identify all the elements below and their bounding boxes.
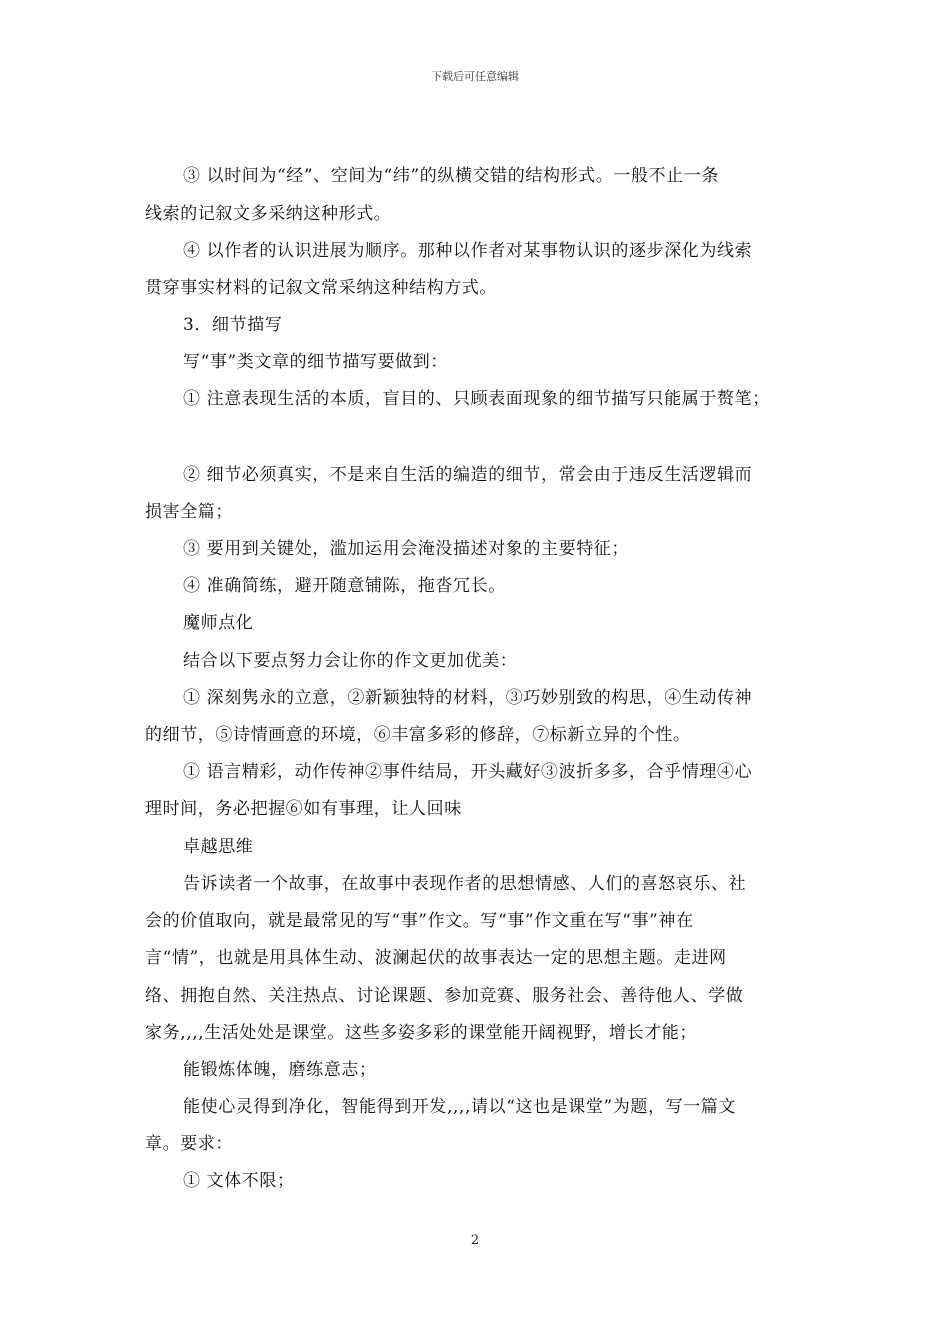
page-number: 2: [470, 1233, 480, 1248]
text-line: ③ 以时间为“经”、空间为“纬”的纵横交错的结构形式。一般不止一条: [183, 166, 719, 186]
text-line: ③ 要用到关键处，滥加运用会淹没描述对象的主要特征；: [183, 539, 630, 559]
text-line: 能锻炼体魄，磨练意志；: [183, 1060, 377, 1080]
section-heading: 3．细节描写: [183, 315, 283, 335]
text-line: 告诉读者一个故事，在故事中表现作者的思想情感、人们的喜怒哀乐、社: [183, 874, 747, 894]
text-line: ① 语言精彩，动作传神②事件结局，开头藏好③波折多多，合乎情理④心: [183, 762, 753, 782]
text-line: 家务,,,,生活处处是课堂。这些多姿多彩的课堂能开阔视野，增长才能；: [145, 1023, 698, 1043]
text-line: 写“事”类文章的细节描写要做到：: [183, 352, 448, 372]
text-line: 能使心灵得到净化，智能得到开发,,,,请以“这也是课堂”为题，写一篇文: [183, 1097, 736, 1117]
text-line: 损害全篇；: [145, 502, 233, 522]
text-line: 络、拥抱自然、关注热点、讨论课题、参加竞赛、服务社会、善待他人、学做: [145, 986, 744, 1006]
text-line: ① 注意表现生活的本质，盲目的、只顾表面现象的细节描写只能属于赘笔；: [183, 389, 770, 409]
text-line: 结合以下要点努力会让你的作文更加优美：: [183, 651, 518, 671]
section-heading: 魔师点化: [183, 613, 254, 633]
text-line: ② 细节必须真实，不是来自生活的编造的细节，常会由于违反生活逻辑而: [183, 465, 753, 485]
text-line: 的细节，⑤诗情画意的环境，⑥丰富多彩的修辞，⑦标新立异的个性。: [145, 725, 691, 745]
text-line: 章。要求：: [145, 1134, 233, 1154]
section-heading: 卓越思维: [183, 837, 254, 857]
text-line: ④ 准确简练，避开随意铺陈，拖沓冗长。: [183, 576, 506, 596]
text-line: ① 文体不限；: [183, 1171, 295, 1191]
text-line: 言“情”，也就是用具体生动、波澜起伏的故事表达一定的思想主题。走进网: [145, 948, 727, 968]
text-line: ④ 以作者的认识进展为顺序。那种以作者对某事物认识的逐步深化为线索: [183, 241, 753, 261]
page-header: 下载后可任意编辑: [431, 70, 519, 83]
text-line: 会的价值取向，就是最常见的写“事”作文。写“事”作文重在写“事”神在: [145, 911, 694, 931]
text-line: 理时间，务必把握⑥如有事理，让人回味: [145, 799, 462, 819]
text-line: ① 深刻隽永的立意，②新颖独特的材料，③巧妙别致的构思，④生动传神: [183, 688, 753, 708]
text-line: 贯穿事实材料的记叙文常采纳这种结构方式。: [145, 278, 497, 298]
text-line: 线索的记叙文多采纳这种形式。: [145, 204, 392, 224]
